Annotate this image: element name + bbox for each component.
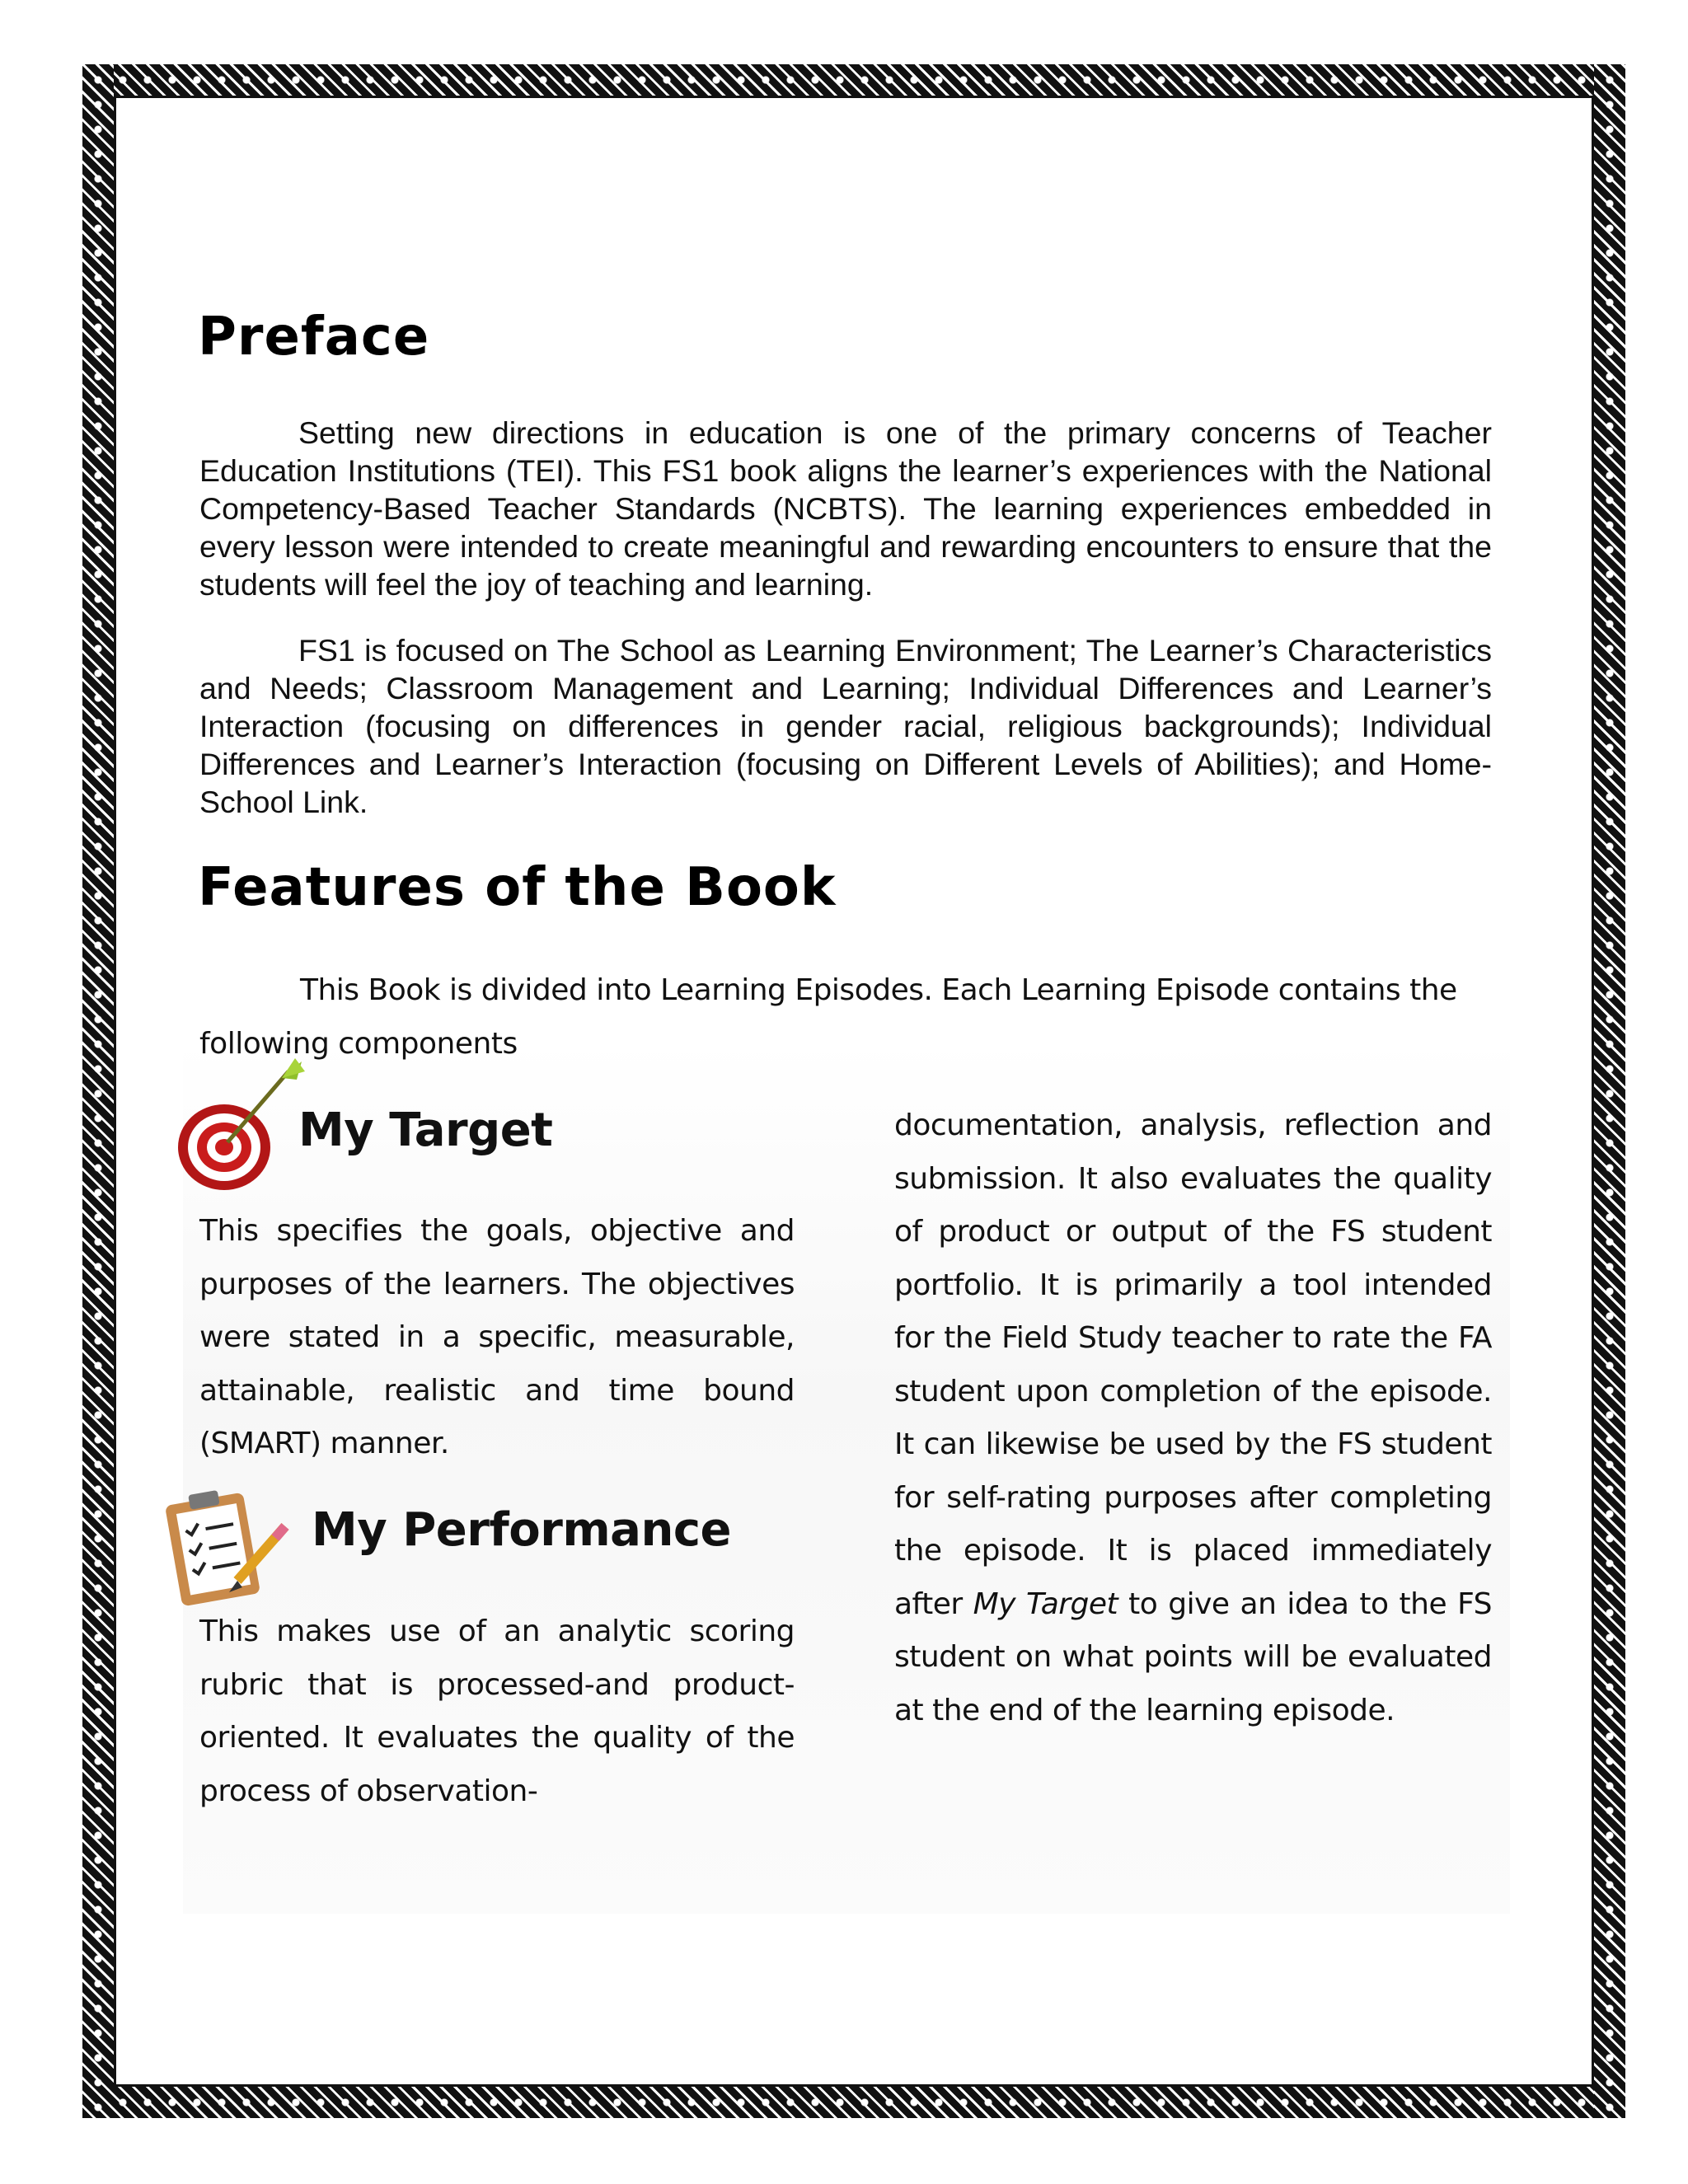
my-performance-text-left: This makes use of an analytic scoring rubric that is processed-and product-oriented. It evaluates the quality of the process of observation- <box>199 1615 795 1808</box>
preface-paragraph-1-text: Setting new directions in education is one of the primary concerns of Teacher Education Institutions (TEI). This FS1 book aligns the learner’s experiences with the National Competency-Based Teacher Standards (NCBTS). The learning experiences embedded in every lesson were intended to create meaningful and rewarding encounters to ensure that the students will feel the joy of teaching and learning. <box>199 415 1492 602</box>
page-border-right <box>1594 64 1625 2118</box>
preface-paragraph-1 <box>199 414 1492 603</box>
my-performance-heading: My Performance <box>312 1503 732 1557</box>
my-performance-text-right-part-2: to give an idea to the FS student on what points will be evaluated at the end of the learning episode. <box>894 1586 1493 1727</box>
preface-paragraph-2-text: FS1 is focused on The School as Learning Environment; The Learner’s Characteristics and Needs; Classroom Management and Learning; Individual Differences and Learner’s Interaction (focusing on differences in gender racial, religious backgrounds); Individual Differences and Learner’s Interaction (focusing on Different Levels of Abilities); and Home-School Link. <box>199 633 1492 819</box>
preface-paragraph-2 <box>199 631 1492 821</box>
page-border-bottom <box>82 2087 1625 2118</box>
clipboard-checklist-icon <box>162 1483 293 1607</box>
my-performance-text-right-emphasis: My Target <box>973 1586 1118 1621</box>
my-performance-text-right-part-1: documentation, analysis, reflection and submission. It also evaluates the quality of product or output of the FS student portfolio. It is primarily a tool intended for the Field Study teacher to rate the FA student upon completion of the episode. It can likewise be used by the FS student for self-rating purposes after completing the episode. It is placed immediately after <box>894 1108 1492 1621</box>
preface-title: Preface <box>198 307 430 368</box>
my-performance-text-right <box>894 1099 1492 1737</box>
features-title: Features of the Book <box>198 857 837 918</box>
my-target-heading: My Target <box>298 1104 553 1157</box>
target-dart-icon <box>173 1055 313 1195</box>
page-border-top <box>82 64 1625 96</box>
features-intro-text: This Book is divided into Learning Episodes. Each Learning Episode contains the following components <box>199 973 1457 1061</box>
page-border-left <box>82 64 114 2118</box>
my-target-text: This specifies the goals, objective and purposes of the learners. The objectives were stated in a specific, measurable, attainable, realistic and time bound (SMART) manner. <box>199 1214 795 1460</box>
features-intro <box>199 964 1492 1071</box>
